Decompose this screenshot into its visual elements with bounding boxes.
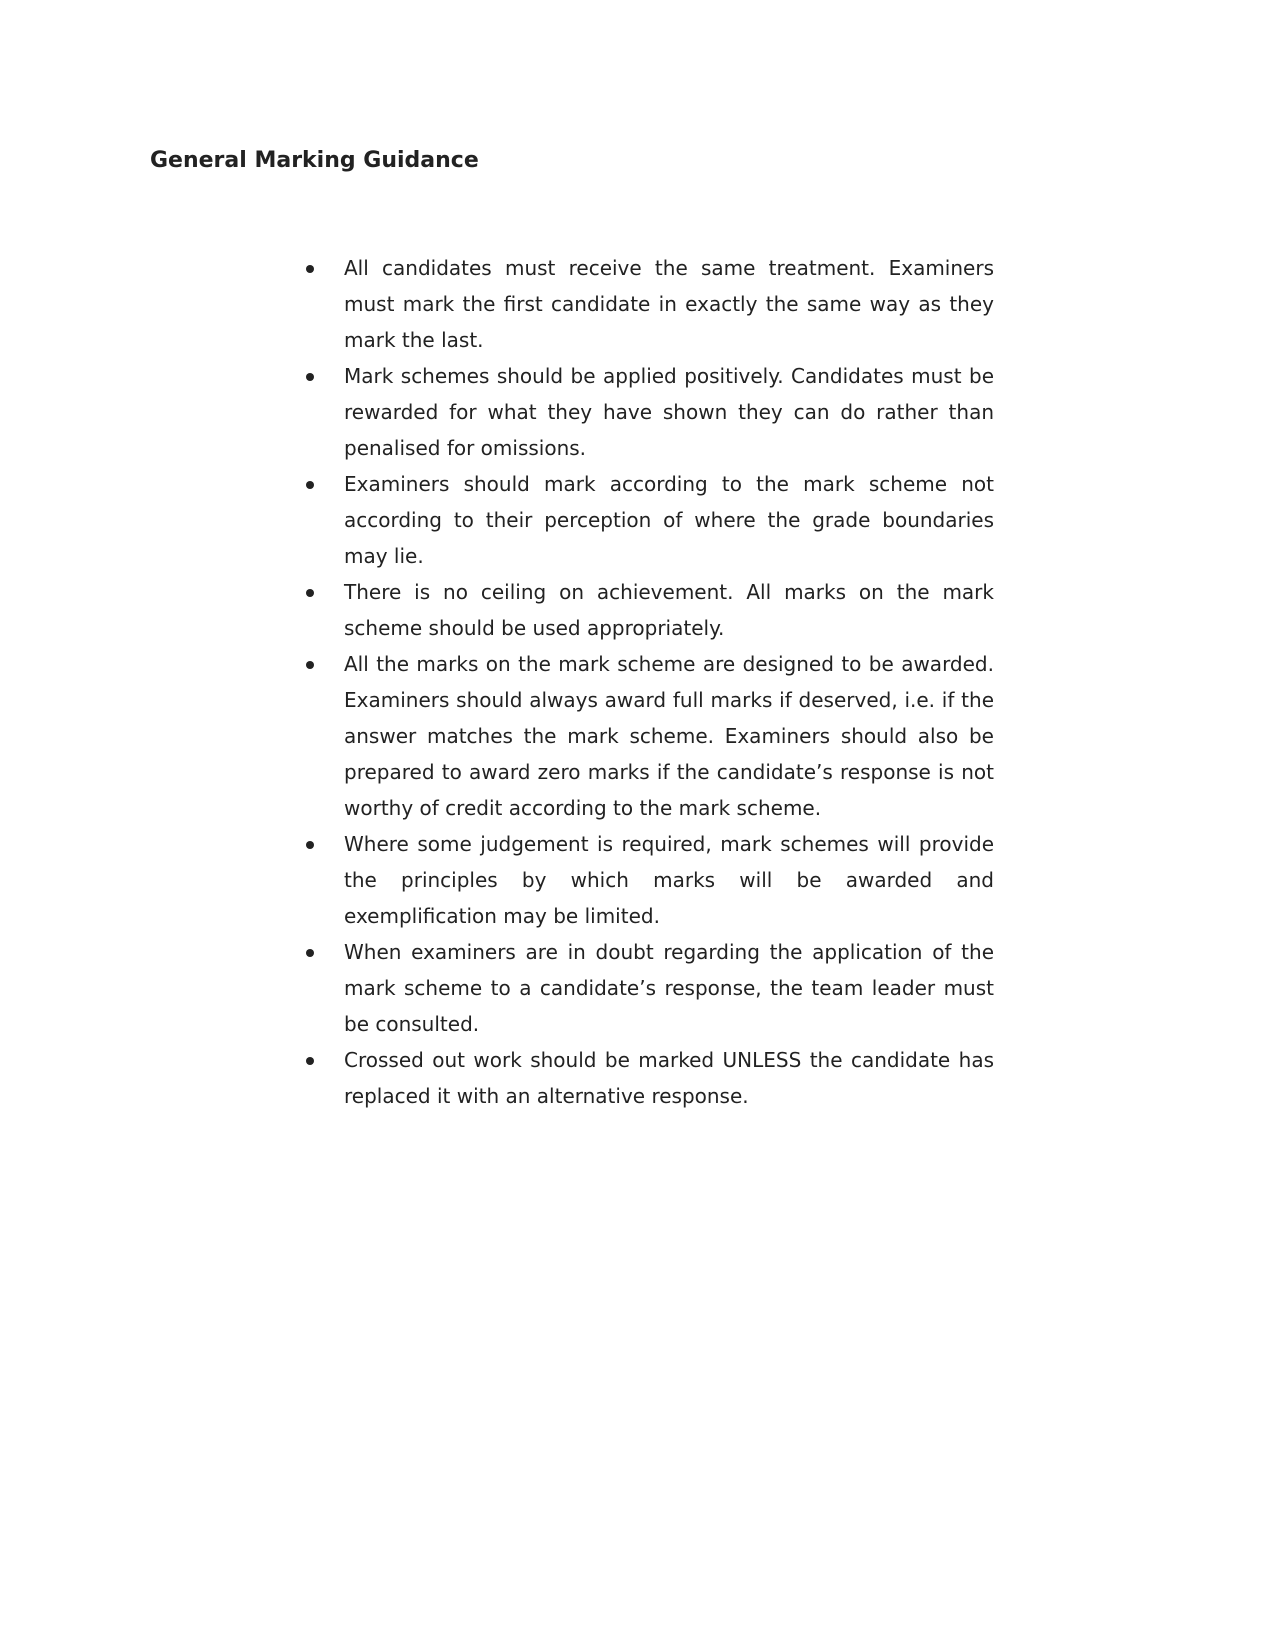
bullet-icon bbox=[306, 373, 314, 381]
guidance-text: Examiners should mark according to the mark scheme not according to their perception of where the grade boundaries may lie. bbox=[344, 472, 994, 568]
guidance-list bbox=[300, 250, 994, 1114]
guidance-text: All candidates must receive the same treatment. Examiners must mark the first candidate in exactly the same way as they mark the last. bbox=[344, 256, 994, 352]
guidance-text: All the marks on the mark scheme are designed to be awarded. Examiners should always award full marks if deserved, i.e. if the answer matches the mark scheme. Examiners should also be prepared to award zero marks if the candidate’s response is not worthy of credit according to the mark scheme. bbox=[344, 652, 994, 820]
guidance-text: There is no ceiling on achievement. All marks on the mark scheme should be used appropriately. bbox=[344, 580, 994, 640]
guidance-item-2 bbox=[300, 358, 994, 466]
bullet-icon bbox=[306, 481, 314, 489]
page-title: General Marking Guidance bbox=[150, 148, 479, 173]
guidance-item-4 bbox=[300, 574, 994, 646]
guidance-item-7 bbox=[300, 934, 994, 1042]
bullet-icon bbox=[306, 841, 314, 849]
guidance-item-5 bbox=[300, 646, 994, 826]
bullet-icon bbox=[306, 589, 314, 597]
bullet-icon bbox=[306, 265, 314, 273]
guidance-text: Crossed out work should be marked UNLESS the candidate has replaced it with an alternative response. bbox=[344, 1048, 994, 1108]
guidance-text: Where some judgement is required, mark schemes will provide the principles by which marks will be awarded and exemplification may be limited. bbox=[344, 832, 994, 928]
bullet-icon bbox=[306, 661, 314, 669]
guidance-item-6 bbox=[300, 826, 994, 934]
guidance-text: When examiners are in doubt regarding the application of the mark scheme to a candidate’s response, the team leader must be consulted. bbox=[344, 940, 994, 1036]
bullet-icon bbox=[306, 949, 314, 957]
guidance-item-8 bbox=[300, 1042, 994, 1114]
bullet-icon bbox=[306, 1057, 314, 1065]
guidance-item-3 bbox=[300, 466, 994, 574]
guidance-item-1 bbox=[300, 250, 994, 358]
guidance-text: Mark schemes should be applied positively. Candidates must be rewarded for what they have shown they can do rather than penalised for omissions. bbox=[344, 364, 994, 460]
